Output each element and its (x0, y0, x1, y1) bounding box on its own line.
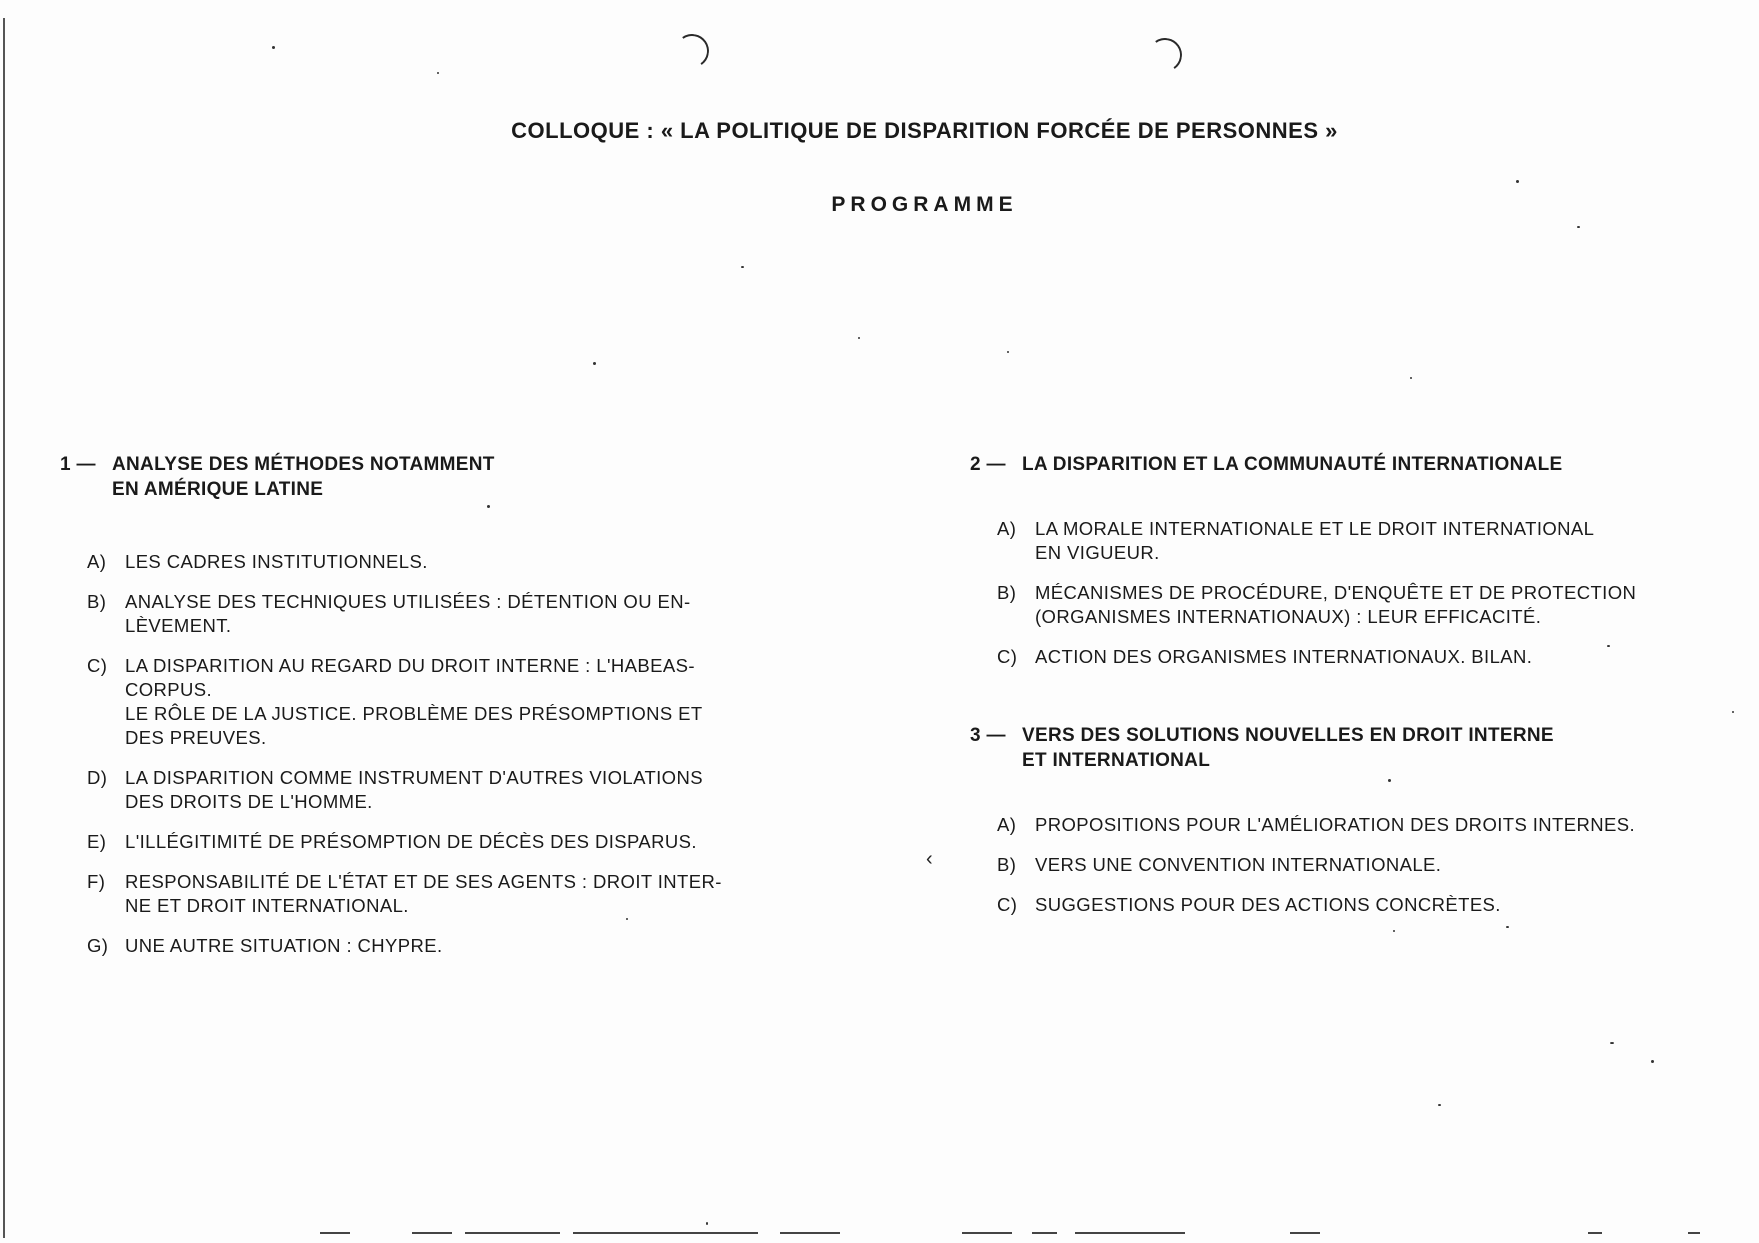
punch-hole-mark (1145, 35, 1184, 74)
item-letter: C) (997, 894, 1018, 915)
list-item (87, 550, 760, 574)
item-letter: C) (997, 646, 1018, 667)
item-letter: D) (87, 767, 108, 788)
item-text: ACTION DES ORGANISMES INTERNATIONAUX. BILAN. (1035, 646, 1533, 667)
scan-speck (1651, 1060, 1654, 1063)
list-item (997, 645, 1690, 669)
section-title: ANALYSE DES MÉTHODES NOTAMMENT EN AMÉRIQUE LATINE (112, 454, 495, 500)
scan-speck (437, 72, 439, 74)
section-number: 1 — (60, 454, 96, 475)
list-item (87, 590, 760, 638)
scan-speck (1732, 711, 1734, 713)
item-text: RESPONSABILITÉ DE L'ÉTAT ET DE SES AGENTS : DROIT INTER- NE ET DROIT INTERNATIONAL. (125, 871, 722, 916)
scan-edge-line (1588, 1232, 1602, 1234)
scan-speck (626, 918, 628, 920)
left-column (60, 452, 760, 974)
scan-speck (706, 1222, 708, 1225)
list-item (87, 830, 760, 854)
section-title: VERS DES SOLUTIONS NOUVELLES EN DROIT INTERNE ET INTERNATIONAL (1022, 725, 1554, 771)
document-subtitle: PROGRAMME (831, 193, 1018, 216)
margin-pen-mark: ‹ (926, 848, 933, 870)
item-text: ANALYSE DES TECHNIQUES UTILISÉES : DÉTENTION OU EN- LÈVEMENT. (125, 591, 691, 636)
list-item (997, 581, 1690, 629)
item-letter: A) (997, 814, 1017, 835)
section-number: 2 — (970, 454, 1006, 475)
item-text: SUGGESTIONS POUR DES ACTIONS CONCRÈTES. (1035, 894, 1501, 915)
scan-edge-line (962, 1232, 1012, 1234)
item-letter: G) (87, 935, 109, 956)
scan-speck (1506, 926, 1509, 928)
item-letter: B) (997, 582, 1017, 603)
item-text: LA MORALE INTERNATIONALE ET LE DROIT INTERNATIONAL EN VIGUEUR. (1035, 518, 1595, 563)
scan-edge-line (1075, 1232, 1185, 1234)
section-title: LA DISPARITION ET LA COMMUNAUTÉ INTERNATIONALE (1022, 454, 1563, 475)
item-text: UNE AUTRE SITUATION : CHYPRE. (125, 935, 443, 956)
scan-edge-line (1290, 1232, 1320, 1234)
item-letter: A) (87, 551, 107, 572)
section-number: 3 — (970, 725, 1006, 746)
section-item-list (60, 550, 760, 958)
scan-speck (741, 266, 744, 268)
item-text: MÉCANISMES DE PROCÉDURE, D'ENQUÊTE ET DE PROTECTION (ORGANISMES INTERNATIONAUX) : LEUR EFFICACITÉ. (1035, 582, 1637, 627)
item-text: LES CADRES INSTITUTIONNELS. (125, 551, 428, 572)
section-heading (970, 452, 1690, 477)
list-item (87, 934, 760, 958)
list-item (87, 654, 760, 750)
scan-speck (1388, 779, 1391, 782)
section-item-list (970, 517, 1690, 669)
scan-edge-line (1032, 1232, 1057, 1234)
scan-speck (1577, 226, 1580, 228)
scan-edge-line (573, 1232, 758, 1234)
section-item-list (970, 813, 1690, 917)
list-item (997, 517, 1690, 565)
document-title: COLLOQUE : « LA POLITIQUE DE DISPARITION FORCÉE DE PERSONNES » (511, 118, 1338, 143)
list-item (997, 813, 1690, 837)
list-item (997, 853, 1690, 877)
punch-hole-mark (672, 31, 711, 70)
item-text: LA DISPARITION AU REGARD DU DROIT INTERNE : L'HABEAS- CORPUS. LE RÔLE DE LA JUSTICE. PROBLÈME DES PRÉSOMPTIONS ET DES PREUVES. (125, 655, 703, 748)
scan-speck (272, 46, 275, 49)
scan-speck (1410, 377, 1412, 379)
scan-speck (1393, 930, 1395, 932)
item-letter: B) (87, 591, 107, 612)
scan-speck (1438, 1104, 1441, 1106)
scan-edge-line (412, 1232, 452, 1234)
item-letter: C) (87, 655, 108, 676)
scan-speck (1516, 180, 1519, 183)
scan-edge-line (780, 1232, 840, 1234)
scan-speck (1610, 1042, 1614, 1044)
item-letter: B) (997, 854, 1017, 875)
item-letter: F) (87, 871, 106, 892)
section-heading (60, 452, 760, 502)
item-letter: E) (87, 831, 107, 852)
list-item (87, 870, 760, 918)
list-item (997, 893, 1690, 917)
item-text: PROPOSITIONS POUR L'AMÉLIORATION DES DROITS INTERNES. (1035, 814, 1636, 835)
scan-speck (487, 505, 490, 508)
scan-speck (858, 337, 860, 339)
right-column (970, 452, 1690, 933)
scan-edge-line (1688, 1232, 1700, 1234)
scan-speck (1607, 645, 1610, 647)
item-text: L'ILLÉGITIMITÉ DE PRÉSOMPTION DE DÉCÈS DES DISPARUS. (125, 831, 697, 852)
item-text: LA DISPARITION COMME INSTRUMENT D'AUTRES VIOLATIONS DES DROITS DE L'HOMME. (125, 767, 703, 812)
scan-edge-line (465, 1232, 560, 1234)
scan-speck (1007, 351, 1009, 353)
section-heading (970, 723, 1690, 773)
item-letter: A) (997, 518, 1017, 539)
scan-edge-line (320, 1232, 350, 1234)
item-text: VERS UNE CONVENTION INTERNATIONALE. (1035, 854, 1442, 875)
list-item (87, 766, 760, 814)
scan-speck (593, 362, 596, 365)
